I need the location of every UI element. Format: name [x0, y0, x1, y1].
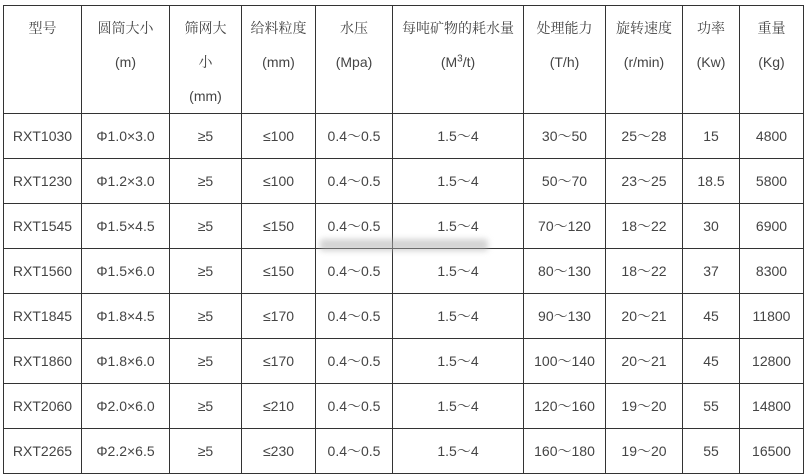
cell-screen: ≥5 — [170, 339, 242, 384]
spec-table — [3, 5, 804, 474]
cell-capacity: 70～120 — [524, 204, 606, 249]
cell-power: 37 — [683, 249, 740, 294]
cell-capacity: 50～70 — [524, 159, 606, 204]
cell-power: 45 — [683, 294, 740, 339]
cell-speed: 18～22 — [606, 204, 683, 249]
cell-power: 45 — [683, 339, 740, 384]
cell-feed: ≤100 — [242, 159, 316, 204]
cell-cylinder: Φ1.5×4.5 — [82, 204, 170, 249]
cell-weight: 4800 — [740, 114, 804, 159]
cell-pressure: 0.4～0.5 — [316, 384, 393, 429]
header-feed-size: 给料粒度 (mm) — [242, 6, 316, 114]
cell-water: 1.5～4 — [393, 339, 524, 384]
cell-capacity: 80～130 — [524, 249, 606, 294]
cell-model: RXT1560 — [4, 249, 82, 294]
cell-speed: 20～21 — [606, 294, 683, 339]
cell-screen: ≥5 — [170, 204, 242, 249]
cell-water: 1.5～4 — [393, 249, 524, 294]
cell-screen: ≥5 — [170, 159, 242, 204]
table-row — [4, 249, 804, 294]
cell-weight: 11800 — [740, 294, 804, 339]
cell-cylinder: Φ1.8×6.0 — [82, 339, 170, 384]
table-row — [4, 384, 804, 429]
cell-feed: ≤230 — [242, 429, 316, 474]
cell-pressure: 0.4～0.5 — [316, 159, 393, 204]
cell-capacity: 120～160 — [524, 384, 606, 429]
cell-water: 1.5～4 — [393, 429, 524, 474]
header-screen-size: 筛网大 小 (mm) — [170, 6, 242, 114]
cell-feed: ≤210 — [242, 384, 316, 429]
cell-screen: ≥5 — [170, 429, 242, 474]
cell-model: RXT1860 — [4, 339, 82, 384]
cell-cylinder: Φ2.2×6.5 — [82, 429, 170, 474]
cell-weight: 14800 — [740, 384, 804, 429]
cell-power: 15 — [683, 114, 740, 159]
cell-pressure: 0.4～0.5 — [316, 294, 393, 339]
cell-water: 1.5～4 — [393, 294, 524, 339]
cell-cylinder: Φ2.0×6.0 — [82, 384, 170, 429]
cell-speed: 25～28 — [606, 114, 683, 159]
table-row — [4, 339, 804, 384]
cell-weight: 16500 — [740, 429, 804, 474]
header-water-pressure: 水压 (Mpa) — [316, 6, 393, 114]
cell-speed: 20～21 — [606, 339, 683, 384]
cell-speed: 18～22 — [606, 249, 683, 294]
table-row — [4, 114, 804, 159]
cell-weight: 5800 — [740, 159, 804, 204]
cell-screen: ≥5 — [170, 249, 242, 294]
header-weight: 重量 (Kg) — [740, 6, 804, 114]
header-capacity: 处理能力 (T/h) — [524, 6, 606, 114]
cell-power: 30 — [683, 204, 740, 249]
table-row — [4, 294, 804, 339]
cell-capacity: 90～130 — [524, 294, 606, 339]
cell-speed: 19～20 — [606, 384, 683, 429]
table-header-row — [4, 6, 804, 114]
cell-pressure: 0.4～0.5 — [316, 339, 393, 384]
cell-capacity: 100～140 — [524, 339, 606, 384]
cell-power: 55 — [683, 384, 740, 429]
header-model: 型号 — [4, 6, 82, 114]
cell-water: 1.5～4 — [393, 204, 524, 249]
header-power: 功率 (Kw) — [683, 6, 740, 114]
cell-feed: ≤100 — [242, 114, 316, 159]
cell-cylinder: Φ1.0×3.0 — [82, 114, 170, 159]
cell-weight: 12800 — [740, 339, 804, 384]
cell-water: 1.5～4 — [393, 114, 524, 159]
header-rotation-speed: 旋转速度 (r/min) — [606, 6, 683, 114]
cell-screen: ≥5 — [170, 114, 242, 159]
cell-feed: ≤170 — [242, 294, 316, 339]
cell-speed: 23～25 — [606, 159, 683, 204]
cell-feed: ≤150 — [242, 249, 316, 294]
cell-model: RXT2060 — [4, 384, 82, 429]
cell-pressure: 0.4～0.5 — [316, 429, 393, 474]
cell-feed: ≤150 — [242, 204, 316, 249]
cell-cylinder: Φ1.5×6.0 — [82, 249, 170, 294]
cell-capacity: 30～50 — [524, 114, 606, 159]
cell-power: 55 — [683, 429, 740, 474]
cell-model: RXT1230 — [4, 159, 82, 204]
cell-weight: 8300 — [740, 249, 804, 294]
cell-speed: 19～20 — [606, 429, 683, 474]
cell-cylinder: Φ1.2×3.0 — [82, 159, 170, 204]
cell-model: RXT1845 — [4, 294, 82, 339]
cell-pressure: 0.4～0.5 — [316, 114, 393, 159]
cell-water: 1.5～4 — [393, 159, 524, 204]
cell-weight: 6900 — [740, 204, 804, 249]
table-row — [4, 429, 804, 474]
header-water-consumption: 每吨矿物的耗水量 $(M^3/t)$ — [393, 6, 524, 114]
cell-feed: ≤170 — [242, 339, 316, 384]
cell-pressure: 0.4～0.5 — [316, 204, 393, 249]
table-row — [4, 159, 804, 204]
table-row — [4, 204, 804, 249]
cell-model: RXT2265 — [4, 429, 82, 474]
cell-screen: ≥5 — [170, 384, 242, 429]
cell-capacity: 160～180 — [524, 429, 606, 474]
cell-screen: ≥5 — [170, 294, 242, 339]
cell-power: 18.5 — [683, 159, 740, 204]
cell-model: RXT1030 — [4, 114, 82, 159]
cell-pressure: 0.4～0.5 — [316, 249, 393, 294]
header-cylinder-size: 圆筒大小 (m) — [82, 6, 170, 114]
cell-model: RXT1545 — [4, 204, 82, 249]
cell-water: 1.5～4 — [393, 384, 524, 429]
cell-cylinder: Φ1.8×4.5 — [82, 294, 170, 339]
